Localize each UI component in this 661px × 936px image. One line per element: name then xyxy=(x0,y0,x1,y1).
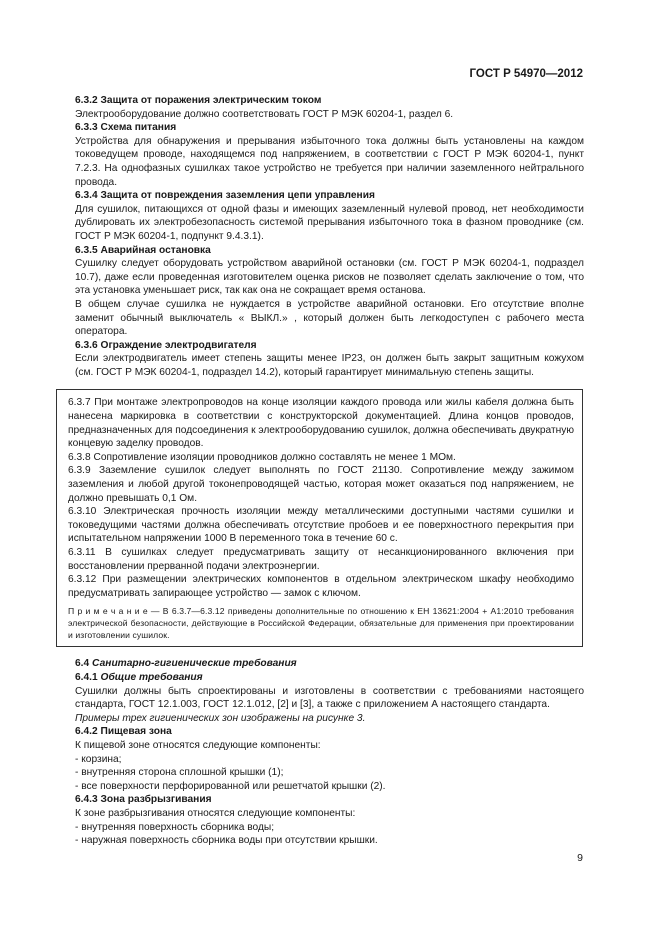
heading-6-3-3: 6.3.3 Схема питания xyxy=(75,122,177,134)
heading-6-3-4: 6.3.4 Защита от повреждения заземления цепи управления xyxy=(75,190,375,202)
list-item: - корзина; xyxy=(75,753,584,767)
section-heading-6-4: 6.4 Санитарно-гигиенические требования xyxy=(75,658,297,670)
heading-6-3-6: 6.3.6 Ограждение электродвигателя xyxy=(75,339,257,351)
heading-6-3-5: 6.3.5 Аварийная остановка xyxy=(75,244,211,256)
list-item: - наружная поверхность сборника воды при отсутствии крышки. xyxy=(75,834,584,848)
content xyxy=(68,94,584,848)
paragraph: К пищевой зоне относятся следующие компоненты: xyxy=(75,739,321,751)
standard-header: ГОСТ Р 54970—2012 xyxy=(469,68,583,80)
paragraph: Электрооборудование должно соответствовать ГОСТ Р МЭК 60204-1, раздел 6. xyxy=(75,108,454,120)
box-paragraph: 6.3.9 Заземление сушилок следует выполнять по ГОСТ 21130. Сопротивление между зажимом заземления и любой другой токонепроводящей частью, которая может оказаться под напряжением, не должно превышать 0,1 Ом. xyxy=(68,465,574,504)
paragraph: К зоне разбрызгивания относятся следующие компоненты: xyxy=(75,807,356,819)
paragraph: В общем случае сушилка не нуждается в устройстве аварийной остановки. Его отсутствие вполне заменит обычный выключатель « ВЫКЛ.» , который должен быть легкодоступен с рабочего места оператора. xyxy=(75,298,584,338)
box-paragraph: 6.3.10 Электрическая прочность изоляции между металлическими доступными частями сушилки и токоведущими частями должна обеспечивать отсутствие пробоев и ее поверхностного перекрытия при испытательном напряжении 1000 В переменного тока в течение 60 с. xyxy=(68,506,574,545)
paragraph: Для сушилок, питающихся от одной фазы и имеющих заземленный нулевой провод, нет необходимости дублировать их электробезопасность системой прерывания избыточного тока в фазном проводнике (см. ГОСТ Р МЭК 60204-1, подпункт 9.4.3.1). xyxy=(75,203,584,242)
box-paragraph: 6.3.8 Сопротивление изоляции проводников должно составлять не менее 1 МОм. xyxy=(68,451,456,463)
paragraph: Сушилку следует оборудовать устройством аварийной остановки (см. ГОСТ Р МЭК 60204-1, подраздел 10.7), даже если проведенная изготовителем оценка рисков не позволяет сделать заключение о том, что эта установка уменьшает риск, так как она не сокращает время останова. xyxy=(75,258,584,297)
page-number: 9 xyxy=(577,852,583,864)
paragraph: Сушилки должны быть спроектированы и изготовлены в соответствии с требованиями настоящего стандарта, ГОСТ 12.1.003, ГОСТ 12.1.012, [2] и [3], а также с приложением А настоящего стандарта. xyxy=(75,685,584,711)
box-paragraph: 6.3.7 При монтаже электропроводов на конце изоляции каждого провода или жилы кабеля должна быть нанесена маркировка в соответствии с конструкторской документацией. Длина концов проводов, предназначенных для подсоединения к электрооборудованию сушилок, должна обеспечивать двукратную концевую заделку проводов. xyxy=(68,397,574,450)
paragraph: Устройства для обнаружения и прерывания избыточного тока должны быть установлены на каждом токоведущем проводе, находящемся под напряжением, в соответствии с ГОСТ Р МЭК 60204-1, пункт 7.2.3. На однофазных сушилках такое устройство не требуется при наличии заземленного нейтрального провода. xyxy=(75,135,584,188)
heading-6-4-2: 6.4.2 Пищевая зона xyxy=(75,726,172,738)
paragraph: Примеры трех гигиенических зон изображены на рисунке 3. xyxy=(75,712,366,724)
list-item: - внутренняя поверхность сборника воды; xyxy=(75,821,584,835)
heading-6-4-1: 6.4.1 Общие требования xyxy=(75,671,203,683)
note: П р и м е ч а н и е — В 6.3.7—6.3.12 приведены дополнительные по отношению к ЕН 13621:2004 + А1:2010 требования электрической безопасности, действующие в Российской Федерации, обязательные для применения при проектировании и изготовлении сушилок. xyxy=(68,606,574,641)
heading-6-4-3: 6.4.3 Зона разбрызгивания xyxy=(75,794,212,806)
box-paragraph: 6.3.11 В сушилках следует предусматривать защиту от несанкционированного включения при восстановлении прерванной подачи электроэнергии. xyxy=(68,547,574,572)
list-item: - все поверхности перфорированной или решетчатой крышки (2). xyxy=(75,780,584,794)
box-paragraph: 6.3.12 При размещении электрических компонентов в отдельном электрическом шкафу необходимо предусматривать запирающее устройство — замок с ключом. xyxy=(68,574,574,599)
framed-block xyxy=(56,389,583,647)
heading-6-3-2: 6.3.2 Защита от поражения электрическим током xyxy=(75,95,322,106)
paragraph: Если электродвигатель имеет степень защиты менее IP23, он должен быть закрыт защитным кожухом (см. ГОСТ Р МЭК 60204-1, подраздел 14.2), который гарантирует минимальную степень защиты. xyxy=(75,353,584,378)
list-item: - внутренняя сторона сплошной крышки (1); xyxy=(75,766,584,780)
